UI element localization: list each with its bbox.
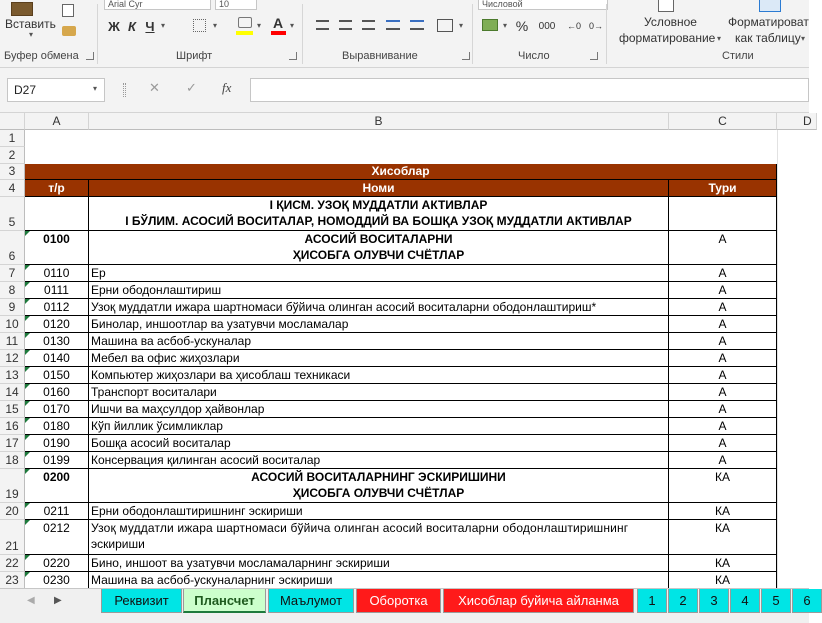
account-name[interactable]: Ерни ободонлаштириш bbox=[89, 282, 669, 299]
group-line-2: ҲИСОБГА ОЛУВЧИ СЧЁТЛАР bbox=[292, 486, 465, 500]
conditional-formatting-button[interactable]: Условное bbox=[644, 15, 697, 29]
row-header[interactable]: 8 bbox=[0, 282, 25, 299]
decrease-indent-icon[interactable] bbox=[386, 20, 400, 30]
account-code[interactable] bbox=[25, 435, 89, 452]
account-name[interactable] bbox=[89, 520, 669, 555]
increase-decimal-button[interactable]: ←0 bbox=[566, 21, 581, 31]
conditional-dropdown-icon[interactable]: ▾ bbox=[717, 34, 722, 43]
separator bbox=[302, 4, 303, 64]
account-name[interactable]: Транспорт воситалари bbox=[89, 384, 669, 401]
section-line-2: I БЎЛИМ. АСОСИЙ ВОСИТАЛАР, НОМОДДИЙ ВА БОШҚА УЗОҚ МУДДАТЛИ АКТИВЛАР bbox=[125, 214, 632, 228]
error-indicator-icon bbox=[25, 469, 30, 474]
row-header[interactable]: 10 bbox=[0, 316, 25, 333]
account-name[interactable]: Мебел ва офис жиҳозлари bbox=[89, 350, 669, 367]
account-name[interactable]: Консервация қилинган асосий воситалар bbox=[89, 452, 669, 469]
select-all-corner[interactable] bbox=[0, 113, 25, 130]
align-left-icon[interactable] bbox=[316, 20, 329, 30]
account-code[interactable] bbox=[25, 333, 89, 350]
separator bbox=[472, 4, 473, 64]
font-group-label: Шрифт bbox=[176, 50, 213, 62]
account-type[interactable]: А bbox=[669, 418, 777, 435]
account-code[interactable] bbox=[25, 350, 89, 367]
format-table-dropdown-icon[interactable]: ▾ bbox=[801, 34, 806, 43]
clipboard-launcher-icon[interactable] bbox=[86, 52, 94, 60]
account-code-text: 0112 bbox=[43, 300, 70, 314]
sheet-tab-5[interactable]: Хисоблар буйича айланма bbox=[443, 589, 634, 613]
format-table-icon[interactable] bbox=[759, 0, 781, 12]
account-name[interactable]: Ерни ободонлаштиришнинг эскириши bbox=[89, 503, 669, 520]
underline-dropdown-icon[interactable]: ▾ bbox=[161, 21, 166, 30]
account-code[interactable] bbox=[25, 367, 89, 384]
account-name[interactable]: Бинолар, иншоотлар ва узатувчи мосламалар bbox=[89, 316, 669, 333]
name-box-dropdown-icon[interactable]: ▾ bbox=[93, 84, 98, 93]
row-header[interactable]: 14 bbox=[0, 384, 25, 401]
group-title[interactable] bbox=[89, 469, 669, 503]
row-header[interactable]: 16 bbox=[0, 418, 25, 435]
account-code[interactable] bbox=[25, 572, 89, 589]
borders-dropdown-icon[interactable]: ▾ bbox=[213, 21, 218, 30]
row-header[interactable]: 15 bbox=[0, 401, 25, 418]
paste-button[interactable]: Вставить bbox=[5, 17, 56, 31]
clipboard-group-label: Буфер обмена bbox=[4, 50, 79, 62]
account-type[interactable]: КА bbox=[669, 555, 777, 572]
account-code[interactable] bbox=[25, 384, 89, 401]
insert-function-icon[interactable]: fx bbox=[222, 80, 232, 95]
font-color-dropdown-icon[interactable]: ▾ bbox=[290, 21, 295, 30]
account-code-text: 0212 bbox=[43, 521, 70, 535]
increase-indent-icon[interactable] bbox=[410, 20, 424, 30]
row-header[interactable]: 7 bbox=[0, 265, 25, 282]
account-type[interactable]: А bbox=[669, 452, 777, 469]
group-title[interactable] bbox=[89, 231, 669, 265]
account-name[interactable]: Машина ва асбоб-ускуналар bbox=[89, 333, 669, 350]
account-code-text: 0170 bbox=[43, 402, 70, 416]
account-name[interactable]: Машина ва асбоб-ускуналарнинг эскириши bbox=[89, 572, 669, 589]
number-format-select[interactable]: Числовой bbox=[478, 0, 608, 10]
number-group-label: Число bbox=[518, 50, 550, 62]
account-name[interactable]: Бошқа асосий воситалар bbox=[89, 435, 669, 452]
fill-color-icon[interactable] bbox=[238, 17, 252, 28]
error-indicator-icon bbox=[25, 333, 30, 338]
thousands-separator-button[interactable]: 000 bbox=[538, 20, 556, 32]
error-indicator-icon bbox=[25, 350, 30, 355]
group-code-text: 0200 bbox=[43, 470, 70, 484]
section-title[interactable] bbox=[89, 197, 669, 231]
account-name[interactable]: Компьютер жиҳозлари ва ҳисоблаш техникаси bbox=[89, 367, 669, 384]
account-type[interactable]: А bbox=[669, 435, 777, 452]
column-header-a[interactable]: A bbox=[25, 113, 89, 130]
error-indicator-icon bbox=[25, 316, 30, 321]
account-code-text: 0110 bbox=[43, 266, 70, 280]
row-header[interactable]: 19 bbox=[0, 469, 25, 503]
account-code-text: 0211 bbox=[43, 504, 70, 518]
account-name-line-1: Узоқ муддатли ижара шартномаси бўйича олинган асосий воситаларни ободонлаштиришнинг bbox=[91, 521, 629, 535]
error-indicator-icon bbox=[25, 572, 30, 577]
align-right-icon[interactable] bbox=[362, 20, 375, 30]
account-name[interactable]: Ишчи ва маҳсулдор ҳайвонлар bbox=[89, 401, 669, 418]
sheet-tab-3[interactable]: Маълумот bbox=[268, 589, 354, 613]
decrease-decimal-button[interactable]: 0→ bbox=[588, 21, 603, 31]
row-header[interactable]: 3 bbox=[0, 164, 25, 180]
sheet-tab-4[interactable]: Обoротка bbox=[356, 589, 441, 613]
account-name[interactable]: Бино, иншоот ва узатувчи мосламаларнинг эскириши bbox=[89, 555, 669, 572]
account-type[interactable]: А bbox=[669, 316, 777, 333]
row-header[interactable]: 22 bbox=[0, 555, 25, 572]
format-painter-icon[interactable] bbox=[62, 26, 76, 36]
cancel-icon[interactable]: ✕ bbox=[149, 80, 160, 95]
account-type[interactable]: А bbox=[669, 282, 777, 299]
name-box[interactable]: D27 bbox=[7, 78, 105, 102]
account-code-text: 0160 bbox=[43, 385, 70, 399]
account-name-line-2: эскириши bbox=[91, 537, 145, 551]
account-code[interactable] bbox=[25, 265, 89, 282]
group-line-1: АСОСИЙ ВОСИТАЛАРНИ bbox=[304, 232, 453, 246]
sheet-tab-2[interactable]: Плансчет bbox=[183, 589, 266, 613]
row-header[interactable]: 20 bbox=[0, 503, 25, 520]
header-number[interactable]: т/р bbox=[25, 180, 89, 197]
account-code[interactable] bbox=[25, 316, 89, 333]
fill-color-bar bbox=[236, 31, 253, 35]
account-code-text: 0140 bbox=[43, 351, 70, 365]
account-code[interactable] bbox=[25, 282, 89, 299]
column-d-area[interactable] bbox=[777, 130, 809, 588]
account-code-text: 0230 bbox=[43, 573, 70, 587]
spreadsheet-grid[interactable] bbox=[0, 130, 809, 588]
scroll-tabs-left-icon[interactable]: ◀ bbox=[27, 595, 35, 606]
styles-group-label: Стили bbox=[722, 50, 754, 62]
account-type[interactable]: А bbox=[669, 401, 777, 418]
font-launcher-icon[interactable] bbox=[289, 52, 297, 60]
column-header-d[interactable]: D bbox=[777, 113, 817, 130]
account-name[interactable]: Кўп йиллик ўсимликлар bbox=[89, 418, 669, 435]
row-header[interactable]: 21 bbox=[0, 520, 25, 555]
group-type[interactable]: А bbox=[669, 231, 777, 265]
group-code-text: 0100 bbox=[43, 232, 70, 246]
confirm-icon[interactable]: ✓ bbox=[186, 80, 197, 95]
error-indicator-icon bbox=[25, 452, 30, 457]
font-size-select[interactable]: 10 bbox=[215, 0, 257, 10]
account-code[interactable] bbox=[25, 503, 89, 520]
font-color-icon[interactable]: A bbox=[273, 15, 284, 31]
account-type[interactable]: А bbox=[669, 299, 777, 316]
account-code-text: 0180 bbox=[43, 419, 70, 433]
account-type[interactable]: КА bbox=[669, 503, 777, 520]
align-center-icon[interactable] bbox=[339, 20, 352, 30]
error-indicator-icon bbox=[25, 231, 30, 236]
error-indicator-icon bbox=[25, 520, 30, 525]
format-as-table-label-2[interactable]: как таблицу bbox=[735, 31, 801, 45]
account-code-text: 0120 bbox=[43, 317, 70, 331]
scroll-tabs-right-icon[interactable]: ▶ bbox=[54, 595, 62, 606]
error-indicator-icon bbox=[25, 418, 30, 423]
alignment-group-label: Выравнивание bbox=[342, 50, 418, 62]
bold-button[interactable]: Ж bbox=[108, 18, 120, 34]
conditional-formatting-label-2[interactable]: форматирование bbox=[619, 31, 716, 45]
percent-button[interactable]: % bbox=[515, 18, 529, 34]
formula-bar-handle[interactable] bbox=[123, 83, 126, 97]
paste-dropdown-icon[interactable]: ▾ bbox=[29, 30, 34, 39]
row-header[interactable]: 5 bbox=[0, 197, 25, 231]
number-launcher-icon[interactable] bbox=[590, 52, 598, 60]
font-name-select[interactable]: Arial Cyr bbox=[104, 0, 211, 10]
alignment-launcher-icon[interactable] bbox=[462, 52, 470, 60]
error-indicator-icon bbox=[25, 265, 30, 270]
account-code-text: 0199 bbox=[43, 453, 70, 467]
error-indicator-icon bbox=[25, 384, 30, 389]
row-header[interactable]: 2 bbox=[0, 147, 25, 164]
sheet-tab-11[interactable]: 6 bbox=[792, 589, 822, 613]
group-code[interactable] bbox=[25, 469, 89, 503]
error-indicator-icon bbox=[25, 435, 30, 440]
account-type[interactable]: А bbox=[669, 350, 777, 367]
section-cell-c[interactable] bbox=[669, 197, 777, 231]
account-code[interactable] bbox=[25, 418, 89, 435]
separator bbox=[97, 4, 98, 64]
account-code[interactable] bbox=[25, 452, 89, 469]
account-code[interactable] bbox=[25, 401, 89, 418]
account-code-text: 0220 bbox=[43, 556, 70, 570]
row-header[interactable]: 18 bbox=[0, 452, 25, 469]
row-header[interactable]: 4 bbox=[0, 180, 25, 197]
format-as-table-button[interactable]: Форматироват bbox=[728, 15, 809, 29]
error-indicator-icon bbox=[25, 401, 30, 406]
account-type[interactable]: КА bbox=[669, 520, 777, 555]
underline-button[interactable]: Ч bbox=[145, 18, 155, 34]
section-cell-a[interactable] bbox=[25, 197, 89, 231]
copy-icon[interactable] bbox=[62, 4, 74, 17]
borders-icon[interactable] bbox=[193, 19, 206, 32]
currency-icon[interactable] bbox=[482, 19, 498, 31]
column-header-c[interactable]: C bbox=[669, 113, 777, 130]
italic-button[interactable]: К bbox=[128, 18, 136, 34]
row-header[interactable]: 17 bbox=[0, 435, 25, 452]
account-code-text: 0111 bbox=[44, 283, 69, 297]
conditional-formatting-icon[interactable] bbox=[658, 0, 674, 12]
error-indicator-icon bbox=[25, 282, 30, 287]
merge-center-icon[interactable] bbox=[437, 19, 453, 32]
formula-input[interactable] bbox=[250, 78, 809, 102]
account-name[interactable]: Узоқ муддатли ижара шартномаси бўйича олинган асосий воситаларни ободонлаштириш* bbox=[89, 299, 669, 316]
row-header[interactable]: 6 bbox=[0, 231, 25, 265]
group-line-1: АСОСИЙ ВОСИТАЛАРНИНГ ЭСКИРИШИНИ bbox=[251, 470, 506, 484]
account-name[interactable]: Ер bbox=[89, 265, 669, 282]
header-type[interactable]: Тури bbox=[669, 180, 777, 197]
row-header[interactable]: 23 bbox=[0, 572, 25, 589]
section-line-1: I ҚИСМ. УЗОҚ МУДДАТЛИ АКТИВЛАР bbox=[269, 198, 488, 212]
account-type[interactable]: А bbox=[669, 265, 777, 282]
group-line-2: ҲИСОБГА ОЛУВЧИ СЧЁТЛАР bbox=[292, 248, 465, 262]
sheet-tab-9[interactable]: 4 bbox=[730, 589, 760, 613]
row-header[interactable]: 9 bbox=[0, 299, 25, 316]
account-code[interactable] bbox=[25, 299, 89, 316]
row-header[interactable]: 12 bbox=[0, 350, 25, 367]
error-indicator-icon bbox=[25, 503, 30, 508]
currency-dropdown-icon[interactable]: ▾ bbox=[503, 21, 508, 30]
error-indicator-icon bbox=[25, 555, 30, 560]
column-header-b[interactable]: B bbox=[89, 113, 669, 130]
row-header[interactable]: 1 bbox=[0, 130, 25, 147]
fill-dropdown-icon[interactable]: ▾ bbox=[257, 21, 262, 30]
sheet-tab-7[interactable]: 2 bbox=[668, 589, 698, 613]
sheet-tab-6[interactable]: 1 bbox=[637, 589, 667, 613]
separator bbox=[606, 4, 607, 64]
account-type[interactable]: А bbox=[669, 384, 777, 401]
account-type[interactable]: А bbox=[669, 333, 777, 350]
paste-icon[interactable] bbox=[11, 2, 33, 16]
sheet-tab-10[interactable]: 5 bbox=[761, 589, 791, 613]
account-code[interactable] bbox=[25, 520, 89, 555]
row-header[interactable]: 11 bbox=[0, 333, 25, 350]
account-code-text: 0190 bbox=[43, 436, 70, 450]
sheet-tab-1[interactable]: Реквизит bbox=[101, 589, 182, 613]
account-code-text: 0130 bbox=[43, 334, 70, 348]
merge-dropdown-icon[interactable]: ▾ bbox=[459, 21, 464, 30]
table-title[interactable]: Хисоблар bbox=[25, 164, 777, 180]
error-indicator-icon bbox=[25, 367, 30, 372]
error-indicator-icon bbox=[25, 299, 30, 304]
account-type[interactable]: А bbox=[669, 367, 777, 384]
account-code[interactable] bbox=[25, 555, 89, 572]
account-code-text: 0150 bbox=[43, 368, 70, 382]
account-type[interactable]: КА bbox=[669, 572, 777, 589]
sheet-tab-8[interactable]: 3 bbox=[699, 589, 729, 613]
header-name[interactable]: Номи bbox=[89, 180, 669, 197]
ribbon bbox=[0, 0, 809, 68]
font-color-bar bbox=[271, 31, 286, 35]
group-type[interactable]: КА bbox=[669, 469, 777, 503]
group-code[interactable] bbox=[25, 231, 89, 265]
row-header[interactable]: 13 bbox=[0, 367, 25, 384]
